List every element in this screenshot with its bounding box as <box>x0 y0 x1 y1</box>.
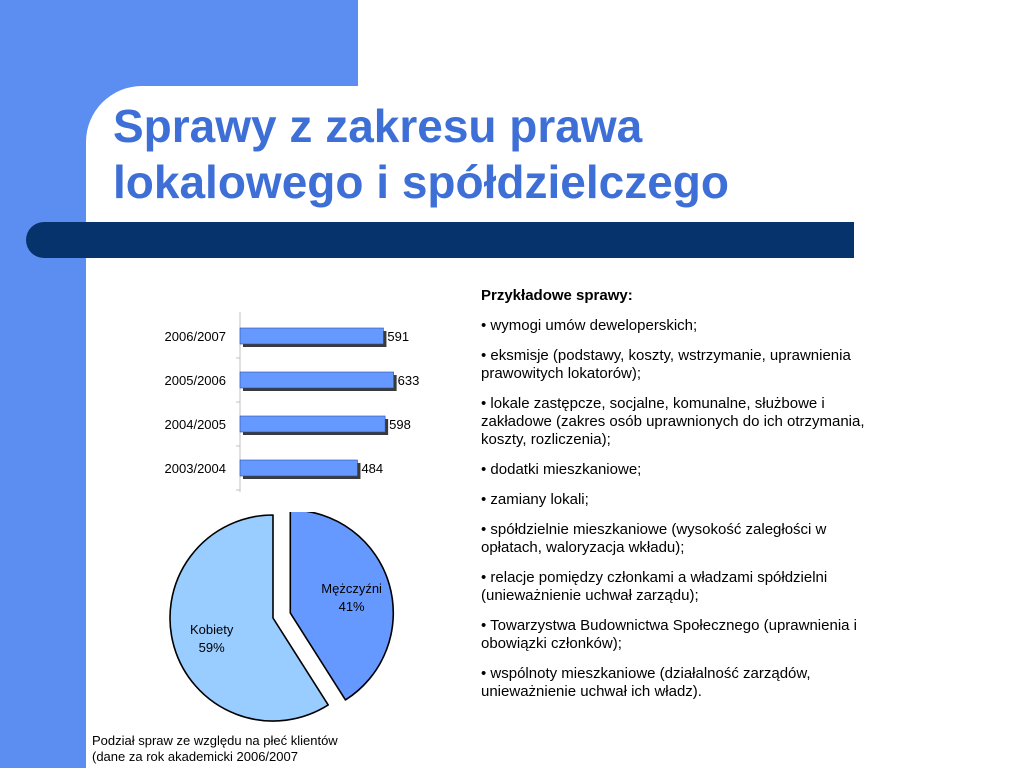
title-underline-bar <box>26 222 854 258</box>
examples-list <box>481 287 871 713</box>
examples-item: • wspólnoty mieszkaniowe (działalność zarządów, unieważnienie uchwał ich władz). <box>481 665 811 700</box>
bar-category-label: 2004/2005 <box>164 417 226 432</box>
examples-item: • eksmisje (podstawy, koszty, wstrzymanie, uprawnienia prawowitych lokatorów); <box>481 347 851 382</box>
examples-item: • zamiany lokali; <box>481 491 589 508</box>
bar-value-label: 598 <box>389 417 411 432</box>
bar <box>240 372 394 388</box>
bar-value-label: 484 <box>361 461 384 476</box>
bar-chart <box>140 308 440 498</box>
slide-title <box>113 98 913 210</box>
bar <box>240 416 385 432</box>
bar-value-label: 633 <box>397 373 420 388</box>
pie-slice-percent: 41% <box>338 599 365 615</box>
examples-item: • lokale zastępcze, socjalne, komunalne, służbowe i zakładowe (zakres osób uprawnionych do ich otrzymania, koszty, rozliczenia); <box>481 395 865 448</box>
bar-category-label: 2005/2006 <box>164 373 226 388</box>
pie-slice-label: Mężczyźni <box>321 581 382 597</box>
caption-line-1: Podział spraw ze względu na płeć klientów <box>92 733 338 748</box>
bar-category-label: 2003/2004 <box>164 461 226 476</box>
bar-value-label: 591 <box>387 329 410 344</box>
pie-slice-percent: 59% <box>198 639 225 655</box>
pie-slice-label: Kobiety <box>189 621 234 637</box>
bar-category-label: 2006/2007 <box>164 329 226 344</box>
bar <box>240 460 357 476</box>
bar <box>240 328 383 344</box>
examples-item: • dodatki mieszkaniowe; <box>481 461 642 478</box>
caption-line-2: (dane za rok akademicki 2006/2007 <box>92 749 298 764</box>
examples-heading: Przykładowe sprawy: <box>481 287 633 304</box>
pie-chart <box>158 512 398 734</box>
examples-item: • wymogi umów deweloperskich; <box>481 317 698 334</box>
slide-title-line-2: lokalowego i spółdzielczego <box>113 156 729 208</box>
examples-item: • Towarzystwa Budownictwa Społecznego (uprawnienia i obowiązki członków); <box>481 617 858 652</box>
examples-item: • spółdzielnie mieszkaniowe (wysokość zaległości w opłatach, waloryzacja wkładu); <box>481 521 827 556</box>
examples-item: • relacje pomiędzy członkami a władzami spółdzielni (unieważnienie uchwał zarządu); <box>481 569 828 604</box>
pie-caption <box>92 733 338 765</box>
slide-title-line-1: Sprawy z zakresu prawa <box>113 100 643 152</box>
